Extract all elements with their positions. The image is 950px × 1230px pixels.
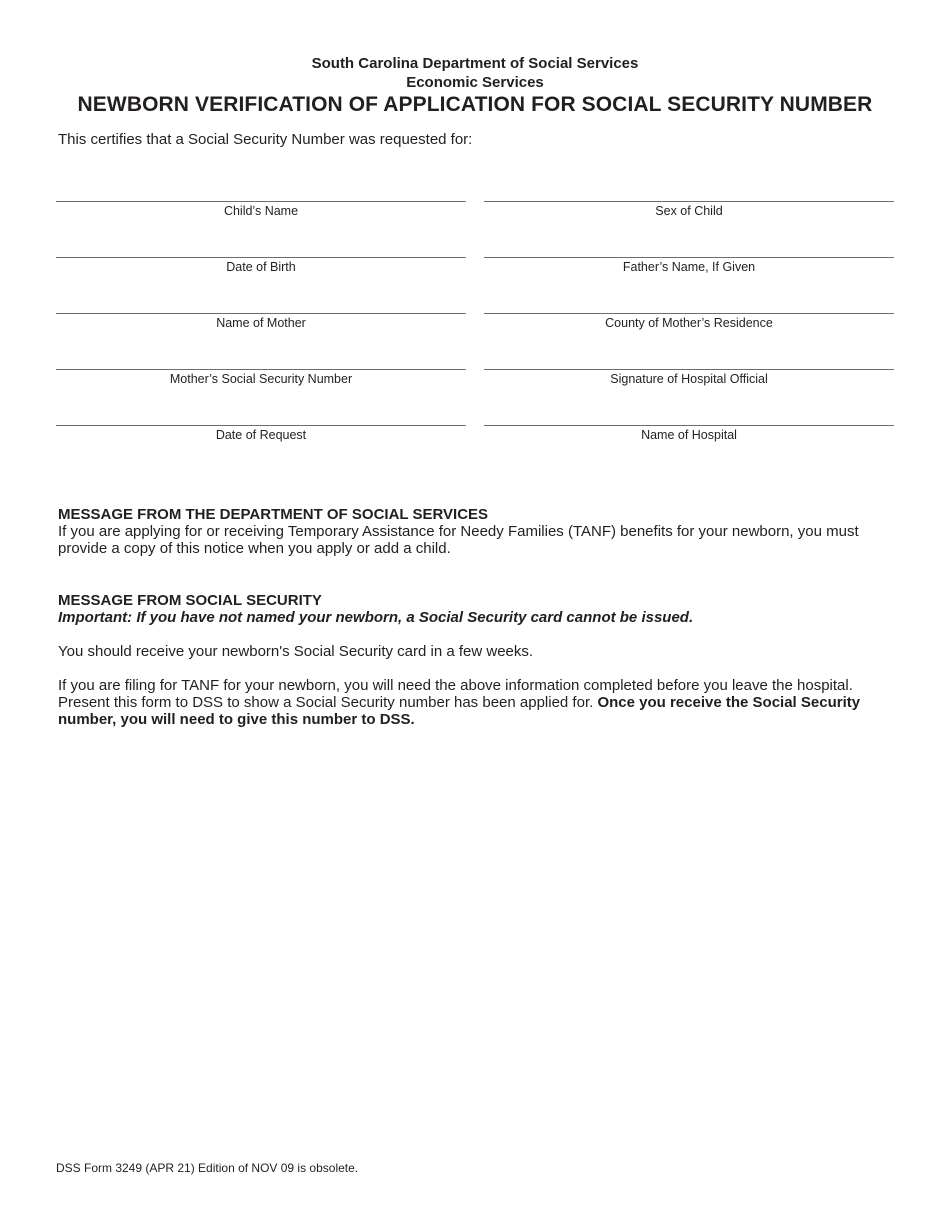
form-header [0, 54, 950, 118]
ssa-message-heading: MESSAGE FROM SOCIAL SECURITY [58, 592, 322, 609]
county-of-mother-field[interactable]: County of Mother’s Residence [484, 313, 894, 369]
field-row [56, 425, 894, 481]
agency-name: South Carolina Department of Social Services [311, 55, 639, 72]
division-name: Economic Services [406, 74, 544, 91]
mothers-ssn-field[interactable]: Mother’s Social Security Number [56, 369, 466, 425]
ssa-tanf-instructions [58, 677, 908, 728]
name-of-hospital-field[interactable]: Name of Hospital [484, 425, 894, 481]
name-of-mother-field[interactable]: Name of Mother [56, 313, 466, 369]
form-footer: DSS Form 3249 (APR 21) Edition of NOV 09 is obsolete. [56, 1161, 359, 1175]
dss-message [58, 506, 908, 557]
date-of-request-field[interactable]: Date of Request [56, 425, 466, 481]
sex-of-child-field[interactable]: Sex of Child [484, 201, 894, 257]
field-row [56, 369, 894, 425]
date-of-birth-field[interactable]: Date of Birth [56, 257, 466, 313]
hospital-official-signature-field[interactable]: Signature of Hospital Official [484, 369, 894, 425]
dss-message-body: If you are applying for or receiving Temporary Assistance for Needy Families (TANF) benefits for your newborn, you must provide a copy of this notice when you apply or add a child. [58, 523, 859, 557]
field-row [56, 313, 894, 369]
field-row [56, 257, 894, 313]
childs-name-field[interactable]: Child’s Name [56, 201, 466, 257]
field-row [56, 201, 894, 257]
form-fields [56, 201, 894, 481]
intro-statement: This certifies that a Social Security Number was requested for: [58, 131, 473, 148]
page-title: NEWBORN VERIFICATION OF APPLICATION FOR SOCIAL SECURITY NUMBER [77, 93, 873, 116]
ssa-card-timing: You should receive your newborn's Social Security card in a few weeks. [58, 643, 534, 660]
fathers-name-field[interactable]: Father’s Name, If Given [484, 257, 894, 313]
dss-message-heading: MESSAGE FROM THE DEPARTMENT OF SOCIAL SERVICES [58, 506, 489, 523]
ssa-tanf-emphasis: Once you receive the Social Security number, you will need to give this number to DSS. [58, 694, 861, 728]
ssa-tanf-text: If you are filing for TANF for your newborn, you will need the above information completed before you leave the hospital. Present this form to DSS to show a Social Security number has been applied for. [58, 677, 853, 711]
ssa-important-note: Important: If you have not named your newborn, a Social Security card cannot be issued. [58, 609, 694, 626]
ssa-message [58, 592, 908, 728]
